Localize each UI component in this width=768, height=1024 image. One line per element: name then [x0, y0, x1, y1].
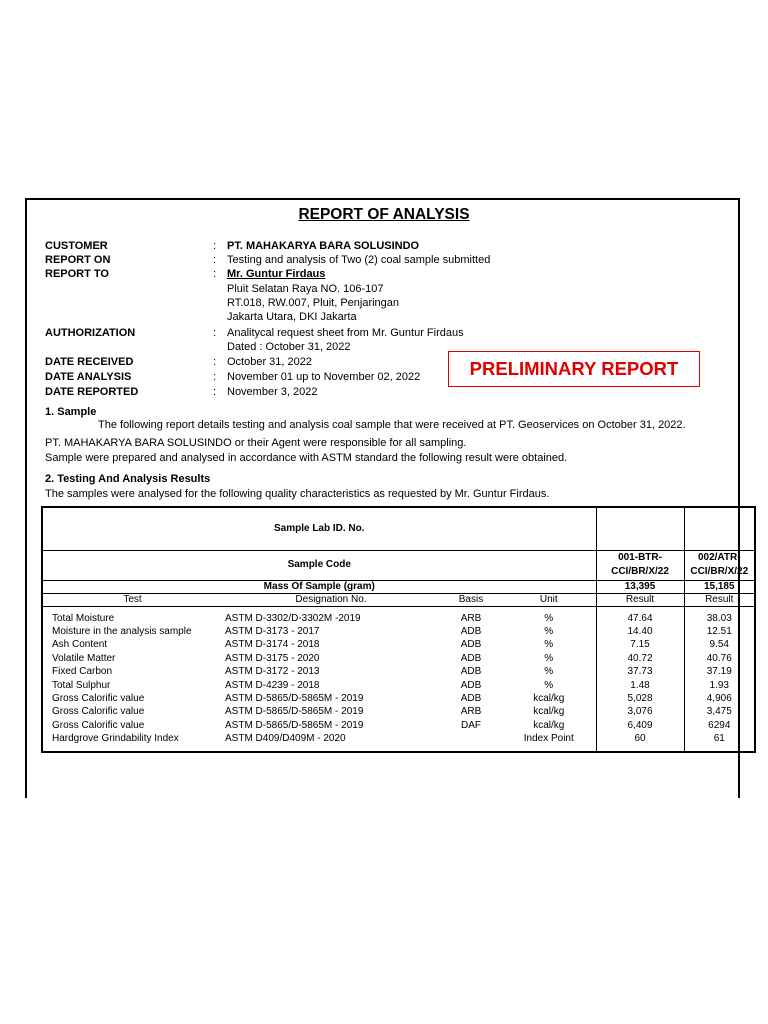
unit-cell: Index Point: [523, 733, 574, 745]
col-test: Test: [42, 593, 222, 606]
result-row: [42, 625, 755, 638]
authorization-label: AUTHORIZATION: [45, 327, 136, 339]
mass-1: 13,395: [596, 580, 684, 593]
customer-value: PT. MAHAKARYA BARA SOLUSINDO: [227, 240, 420, 252]
test-cell: Total Sulphur: [52, 679, 111, 691]
designation-cell: ASTM D-3175 - 2020: [225, 652, 320, 664]
sample-code-1-line-2: CCI/BR/X/22: [611, 566, 669, 577]
sample-code-2-line-2: CCI/BR/X/22: [690, 566, 749, 577]
basis-cell: ADB: [460, 666, 482, 678]
colon: :: [213, 327, 217, 339]
address-1: Pluit Selatan Raya NO. 106-107: [227, 283, 384, 295]
result-2-cell: 61: [684, 733, 755, 746]
section-1-line-2: PT. MAHAKARYA BARA SOLUSINDO or their Agent were responsible for all sampling.: [45, 437, 467, 449]
test-cell: Moisture in the analysis sample: [52, 626, 192, 638]
result-1-cell: 5,028: [596, 692, 684, 705]
address-3: Jakarta Utara, DKI Jakarta: [227, 311, 357, 323]
result-row: [42, 652, 755, 665]
unit-cell: %: [544, 612, 554, 624]
unit-cell: %: [544, 679, 554, 691]
result-row: [42, 706, 755, 719]
date-received-label: DATE RECEIVED: [45, 356, 134, 368]
basis-cell: ADB: [460, 626, 482, 638]
col-basis: Basis: [440, 593, 502, 606]
date-reported-label: DATE REPORTED: [45, 386, 139, 398]
result-2-cell: 38.03: [684, 612, 755, 625]
colon: :: [213, 240, 217, 252]
result-2-cell: 12.51: [684, 625, 755, 638]
result-1-cell: 60: [596, 733, 684, 746]
basis-cell: ADB: [460, 639, 482, 651]
designation-cell: ASTM D-5865/D-5865M - 2019: [225, 719, 364, 731]
col-designation: Designation No.: [222, 593, 440, 606]
mass-label: Mass Of Sample (gram): [42, 580, 596, 593]
column-header-row: [42, 593, 755, 606]
bottom-spacer-row: [42, 746, 755, 752]
section-2-heading: 2. Testing And Analysis Results: [45, 473, 211, 485]
colon: :: [213, 386, 217, 398]
result-row: [42, 733, 755, 746]
result-row: [42, 612, 755, 625]
date-received-value: October 31, 2022: [227, 356, 313, 368]
designation-cell: ASTM D-4239 - 2018: [225, 679, 320, 691]
test-cell: Gross Calorific value: [52, 706, 145, 718]
basis-cell: ARB: [460, 706, 482, 718]
result-1-cell: 40.72: [596, 652, 684, 665]
sample-code-1-line-1: 001-BTR-: [618, 552, 662, 563]
test-cell: Gross Calorific value: [52, 719, 145, 731]
basis-cell: ARB: [460, 612, 482, 624]
report-to-label: REPORT TO: [45, 268, 109, 280]
unit-cell: %: [544, 639, 554, 651]
report-to-name: Mr. Guntur Firdaus: [227, 268, 326, 280]
result-row: [42, 666, 755, 679]
result-row: [42, 719, 755, 732]
result-row: [42, 679, 755, 692]
designation-cell: ASTM D-5865/D-5865M - 2019: [225, 706, 364, 718]
test-cell: Fixed Carbon: [52, 666, 113, 678]
designation-cell: ASTM D-3172 - 2013: [225, 666, 320, 678]
result-2-cell: 9.54: [684, 639, 755, 652]
basis-cell: ADB: [460, 679, 482, 691]
unit-cell: %: [544, 626, 554, 638]
lab-id-cell-2: [684, 507, 755, 550]
colon: :: [213, 356, 217, 368]
result-1-cell: 7.15: [596, 639, 684, 652]
lab-id-label: Sample Lab ID. No.: [273, 522, 365, 534]
lab-id-cell-1: [596, 507, 684, 550]
result-1-cell: 6,409: [596, 719, 684, 732]
result-1-cell: 1.48: [596, 679, 684, 692]
date-analysis-value: November 01 up to November 02, 2022: [227, 371, 421, 383]
col-result-1: Result: [596, 593, 684, 606]
result-1-cell: 14.40: [596, 625, 684, 638]
result-row: [42, 692, 755, 705]
sample-code-label: Sample Code: [42, 550, 596, 580]
test-cell: Hardgrove Grindability Index: [52, 733, 179, 745]
mass-row: [42, 580, 755, 593]
test-cell: Total Moisture: [52, 612, 115, 624]
sample-code-2: [684, 550, 755, 580]
result-2-cell: 4,906: [684, 692, 755, 705]
basis-cell: ADB: [460, 652, 482, 664]
section-2-line-1: The samples were analysed for the following quality characteristics as requested by Mr. Guntur Firdaus.: [45, 488, 550, 500]
unit-cell: %: [544, 652, 554, 664]
test-cell: Gross Calorific value: [52, 693, 145, 705]
date-analysis-label: DATE ANALYSIS: [45, 371, 132, 383]
preliminary-report-stamp: PRELIMINARY REPORT: [448, 351, 700, 387]
result-1-cell: 47.64: [596, 612, 684, 625]
designation-cell: ASTM D409/D409M - 2020: [225, 733, 346, 745]
report-title: REPORT OF ANALYSIS: [298, 206, 470, 223]
colon: :: [213, 371, 217, 383]
designation-cell: ASTM D-5865/D-5865M - 2019: [225, 693, 364, 705]
customer-label: CUSTOMER: [45, 240, 108, 252]
result-rows: [42, 612, 755, 746]
result-2-cell: 1.93: [684, 679, 755, 692]
address-2: RT.018, RW.007, Pluit, Penjaringan: [227, 297, 400, 309]
result-row: [42, 639, 755, 652]
authorization-dated: Dated : October 31, 2022: [227, 341, 351, 353]
report-on-label: REPORT ON: [45, 254, 111, 266]
report-on-value: Testing and analysis of Two (2) coal sample submitted: [227, 254, 491, 266]
result-1-cell: 3,076: [596, 706, 684, 719]
section-1-line-1: The following report details testing and analysis coal sample that were received at PT. Geoservices on October 31, 2022.: [98, 419, 686, 431]
colon: :: [213, 254, 217, 266]
sample-code-2-line-1: 002/ATR-: [697, 552, 741, 563]
sample-code-row: [42, 550, 755, 580]
col-unit: Unit: [502, 593, 596, 606]
date-reported-value: November 3, 2022: [227, 386, 318, 398]
result-2-cell: 6294: [684, 719, 755, 732]
lab-id-row: [42, 507, 755, 550]
basis-cell: ADB: [460, 693, 482, 705]
result-2-cell: 37.19: [684, 666, 755, 679]
unit-cell: kcal/kg: [533, 706, 565, 718]
section-1-heading: 1. Sample: [45, 406, 97, 418]
results-table: [41, 506, 756, 753]
basis-cell: DAF: [461, 719, 481, 731]
section-1-line-3: Sample were prepared and analysed in accordance with ASTM standard the following result were obtained.: [45, 452, 568, 464]
unit-cell: %: [544, 666, 554, 678]
result-2-cell: 3,475: [684, 706, 755, 719]
mass-2: 15,185: [684, 580, 755, 593]
sample-code-1: [596, 550, 684, 580]
colon: :: [213, 268, 217, 280]
designation-cell: ASTM D-3302/D-3302M -2019: [225, 612, 361, 624]
unit-cell: kcal/kg: [533, 719, 565, 731]
result-1-cell: 37.73: [596, 666, 684, 679]
col-result-2: Result: [684, 593, 755, 606]
designation-cell: ASTM D-3174 - 2018: [225, 639, 320, 651]
basis-cell: [440, 733, 502, 746]
authorization-value: Analitycal request sheet from Mr. Guntur Firdaus: [227, 327, 464, 339]
unit-cell: kcal/kg: [533, 693, 565, 705]
result-2-cell: 40.76: [684, 652, 755, 665]
test-cell: Ash Content: [52, 639, 108, 651]
test-cell: Volatile Matter: [52, 652, 116, 664]
designation-cell: ASTM D-3173 - 2017: [225, 626, 320, 638]
